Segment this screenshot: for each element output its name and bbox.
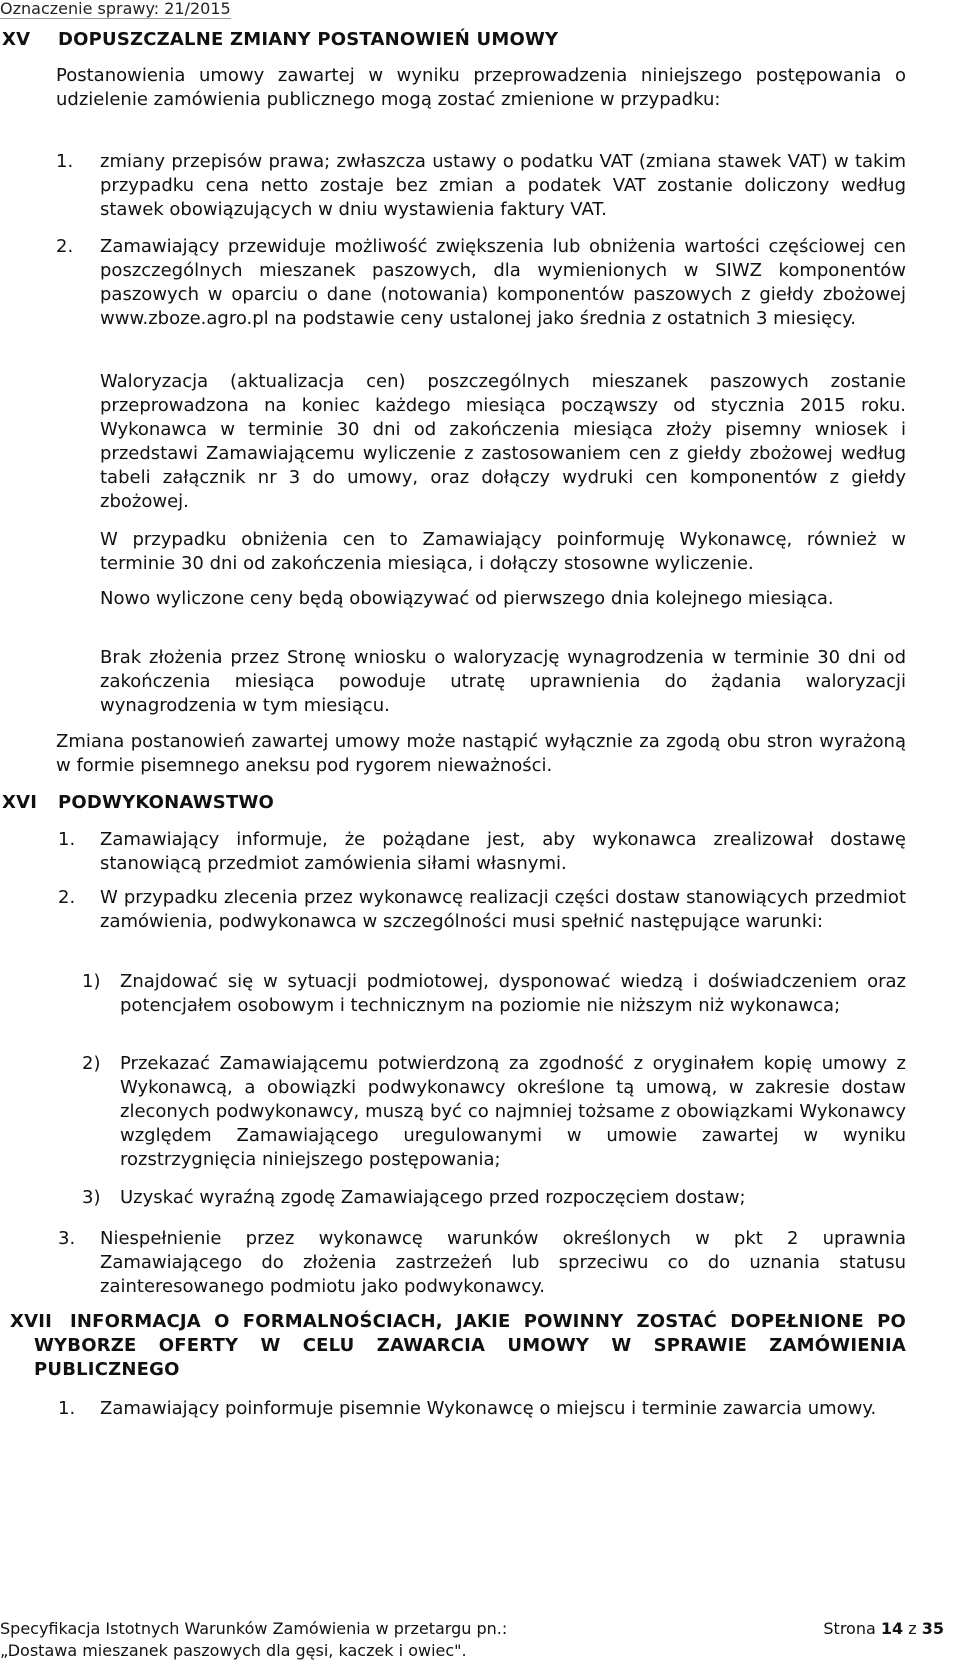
section-title: INFORMACJA O FORMALNOŚCIACH, JAKIE POWINNY ZOSTAĆ DOPEŁNIONE PO WYBORZE OFERTY W CELU ZAWARCIA UMOWY W SPRAWIE ZAMÓWIENIA PUBLICZNEGO (34, 1311, 906, 1380)
section-title: PODWYKONAWSTWO (58, 792, 275, 813)
list-number: 2. (58, 887, 76, 908)
sublist-number: 3) (82, 1187, 101, 1208)
sublist-item-zgoda: Uzyskać wyraźną zgodę Zamawiającego przed rozpoczęciem dostaw; (120, 1187, 746, 1208)
page-prefix: Strona (823, 1619, 876, 1638)
section-number: XVI (2, 792, 38, 813)
list-item-sily-wlasne: Zamawiający informuje, że pożądane jest, aby wykonawca zrealizował dostawę stanowiącą przedmiot zamówienia siłami własnymi. (100, 829, 906, 874)
sublist-number: 1) (82, 971, 101, 992)
footer-title-line1: Specyfikacja Istotnych Warunków Zamówienia w przetargu pn.: (0, 1619, 508, 1638)
paragraph-brak: Brak złożenia przez Stronę wniosku o waloryzację wynagrodzenia w terminie 30 dni od zakończenia miesiąca powoduje utratę uprawnienia do żądania waloryzacji wynagrodzenia w tym miesiącu. (100, 647, 906, 716)
paragraph-obnizenie: W przypadku obniżenia cen to Zamawiający poinformuję Wykonawcę, również w terminie 30 dni od zakończenia miesiąca, i dołączy stosowne wyliczenie. (100, 529, 906, 574)
footer-title-line2: „Dostawa mieszanek paszowych dla gęsi, kaczek i owiec". (0, 1641, 467, 1660)
page-current: 14 (880, 1619, 904, 1638)
list-number: 3. (58, 1228, 76, 1249)
paragraph-nowo: Nowo wyliczone ceny będą obowiązywać od pierwszego dnia kolejnego miesiąca. (100, 588, 834, 609)
paragraph-intro: Postanowienia umowy zawartej w wyniku przeprowadzenia niniejszego postępowania o udzielenie zamówienia publicznego mogą zostać zmienione w przypadku: (56, 65, 906, 110)
sublist-item-sytuacja: Znajdować się w sytuacji podmiotowej, dysponować wiedzą i doświadczeniem oraz potencjałem osobowym i technicznym na poziomie nie niższym niż wykonawca; (120, 971, 906, 1016)
sublist-item-umowa: Przekazać Zamawiającemu potwierdzoną za zgodność z oryginałem kopię umowy z Wykonawcą, a obowiązki podwykonawcy określone tą umową, w zakresie dostaw zleconych podwykonawcy, muszą być co najmniej tożsame z obowiązkami Wykonawcy względem Zamawiającego uregulowanymi w umowie zawartej w wyniku rozstrzygnięcia niniejszego postępowania; (120, 1053, 906, 1170)
section-number: XVII (10, 1311, 53, 1332)
list-number: 1. (58, 829, 76, 850)
list-number: 2. (56, 236, 74, 257)
list-item-niespelnienie: Niespełnienie przez wykonawcę warunków określonych w pkt 2 uprawnia Zamawiającego do złożenia zastrzeżeń lub sprzeciwu co do uznania statusu zainteresowanego podmiotu jako podwykonawcy. (100, 1228, 906, 1297)
page-indicator (823, 1618, 944, 1640)
case-reference: Oznaczenie sprawy: 21/2015 (0, 0, 231, 18)
list-number: 1. (58, 1398, 76, 1419)
list-item-poinformuje: Zamawiający poinformuje pisemnie Wykonawcę o miejscu i terminie zawarcia umowy. (100, 1398, 877, 1419)
list-item-waloryzacja-opis: Zamawiający przewiduje możliwość zwiększenia lub obniżenia wartości częściowej cen poszczególnych mieszanek paszowych, dla wymienionych w SIWZ komponentów paszowych w oparciu o dane (notowania) komponentów paszowych z giełdy zbożowej www.zboze.agro.pl na podstawie ceny ustalonej jako średnia z ostatnich 3 miesięcy. (100, 236, 906, 329)
sublist-number: 2) (82, 1053, 101, 1074)
paragraph-waloryzacja: Waloryzacja (aktualizacja cen) poszczególnych mieszanek paszowych zostanie przeprowadzona na koniec każdego miesiąca począwszy od stycznia 2015 roku. Wykonawca w terminie 30 dni od zakończenia miesiąca złoży pisemny wniosek i przedstawi Zamawiającemu wyliczenie z zastosowaniem cen z giełdy zbożowej według tabeli załącznik nr 3 do umowy, oraz dołączy wydruki cen komponentów z giełdy zbożowej. (100, 371, 906, 512)
page-total: 35 (921, 1619, 944, 1638)
paragraph-zmiana: Zmiana postanowień zawartej umowy może nastąpić wyłącznie za zgodą obu stron wyrażoną w formie pisemnego aneksu pod rygorem nieważności. (56, 731, 906, 776)
list-item-vat: zmiany przepisów prawa; zwłaszcza ustawy o podatku VAT (zmiana stawek VAT) w takim przypadku cena netto zostaje bez zmian a podatek VAT zostanie doliczony według stawek obowiązujących w dniu wystawienia faktury VAT. (100, 151, 906, 220)
section-number: XV (2, 29, 31, 50)
list-number: 1. (56, 151, 74, 172)
list-item-warunki: W przypadku zlecenia przez wykonawcę realizacji części dostaw stanowiących przedmiot zamówienia, podwykonawca w szczególności musi spełnić następujące warunki: (100, 887, 906, 932)
section-title: DOPUSZCZALNE ZMIANY POSTANOWIEŃ UMOWY (58, 29, 559, 50)
page-separator: z (908, 1619, 917, 1638)
